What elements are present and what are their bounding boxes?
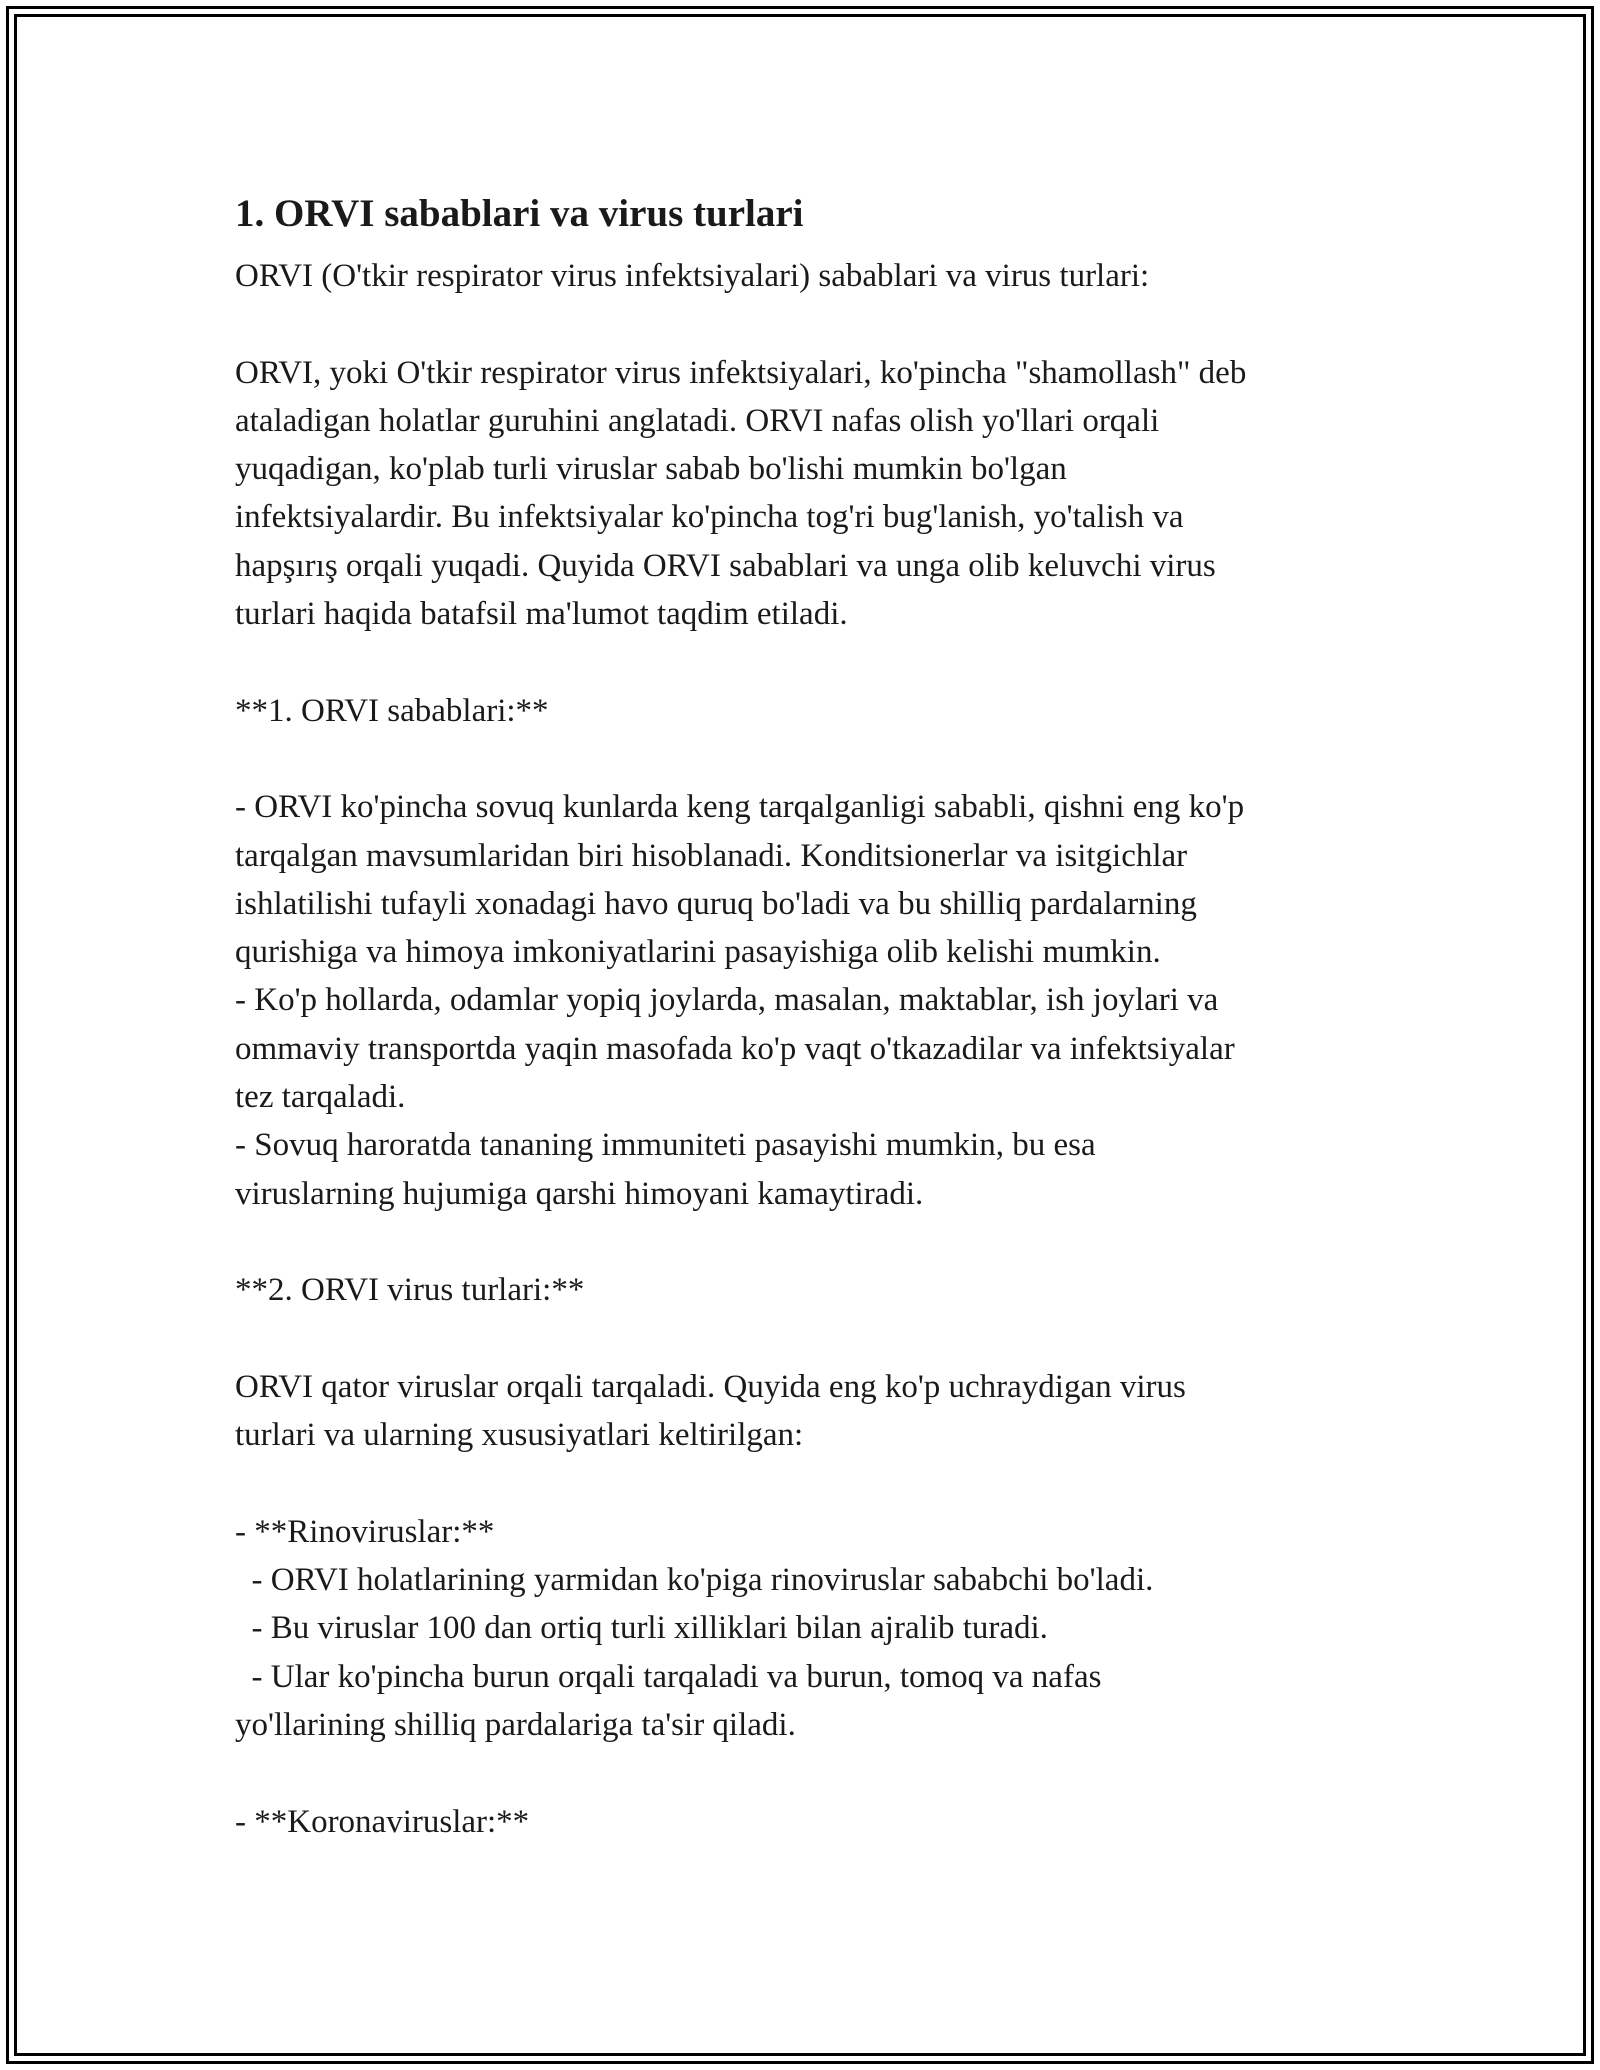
text-line: ommaviy transportda yaqin masofada ko'p vaqt o'tkazadilar va infektsiyalar	[235, 1030, 1235, 1067]
text-line: - **Koronaviruslar:**	[235, 1803, 530, 1840]
text-line: - Ular ko'pincha burun orqali tarqaladi va burun, tomoq va nafas	[235, 1658, 1102, 1695]
text-line: - Ko'p hollarda, odamlar yopiq joylarda, masalan, maktablar, ish joylari va	[235, 982, 1219, 1019]
text-line: - Sovuq haroratda tananing immuniteti pasayishi mumkin, bu esa	[235, 1127, 1096, 1164]
text-line: ORVI (O'tkir respirator virus infektsiyalari) sabablari va virus turlari:	[235, 258, 1150, 294]
text-line: yuqadigan, ko'plab turli viruslar sabab bo'lishi mumkin bo'lgan	[235, 451, 1067, 488]
blank-line	[235, 735, 1375, 783]
text-line: turlari haqida batafsil ma'lumot taqdim etiladi.	[235, 596, 848, 633]
blank-line	[235, 638, 1375, 686]
text-line: ataladigan holatlar guruhini anglatadi. ORVI nafas olish yo'llari orqali	[235, 402, 1160, 439]
text-line: turlari va ularning xususiyatlari keltirilgan:	[235, 1417, 804, 1454]
text-line: - ORVI ko'pincha sovuq kunlarda keng tarqalganligi sababli, qishni eng ko'p	[235, 789, 1245, 826]
blank-line	[235, 300, 1375, 348]
document-text	[235, 252, 1375, 1846]
text-line: ORVI, yoki O'tkir respirator virus infektsiyalari, ko'pincha "shamollash" deb	[235, 354, 1247, 391]
blank-line	[235, 1459, 1375, 1507]
text-line: tarqalgan mavsumlaridan biri hisoblanadi. Konditsionerlar va isitgichlar	[235, 837, 1188, 874]
text-line: - Bu viruslar 100 dan ortiq turli xilliklari bilan ajralib turadi.	[235, 1610, 1048, 1647]
document-body	[235, 188, 1375, 1846]
text-line: **1. ORVI sabablari:**	[235, 692, 549, 729]
text-line: - ORVI holatlarining yarmidan ko'piga rinoviruslar sababchi bo'ladi.	[235, 1562, 1154, 1599]
text-line: **2. ORVI virus turlari:**	[235, 1272, 585, 1309]
document-title: 1. ORVI sabablari va virus turlari	[235, 192, 804, 235]
text-line: qurishiga va himoya imkoniyatlarini pasayishiga olib kelishi mumkin.	[235, 934, 1161, 971]
text-line: viruslarning hujumiga qarshi himoyani kamaytiradi.	[235, 1175, 924, 1212]
text-line: - **Rinoviruslar:**	[235, 1513, 495, 1550]
text-line: ORVI qator viruslar orqali tarqaladi. Quyida eng ko'p uchraydigan virus	[235, 1368, 1186, 1405]
text-line: hapşırış orqali yuqadi. Quyida ORVI sabablari va unga olib keluvchi virus	[235, 547, 1216, 584]
text-line: ishlatilishi tufayli xonadagi havo quruq bo'ladi va bu shilliq pardalarning	[235, 885, 1197, 922]
text-line: infektsiyalardir. Bu infektsiyalar ko'pincha tog'ri bug'lanish, yo'talish va	[235, 499, 1184, 536]
text-line: yo'llarining shilliq pardalariga ta'sir qiladi.	[235, 1706, 796, 1743]
blank-line	[235, 1218, 1375, 1266]
text-line: tez tarqaladi.	[235, 1079, 406, 1116]
blank-line	[235, 1749, 1375, 1797]
blank-line	[235, 1315, 1375, 1363]
